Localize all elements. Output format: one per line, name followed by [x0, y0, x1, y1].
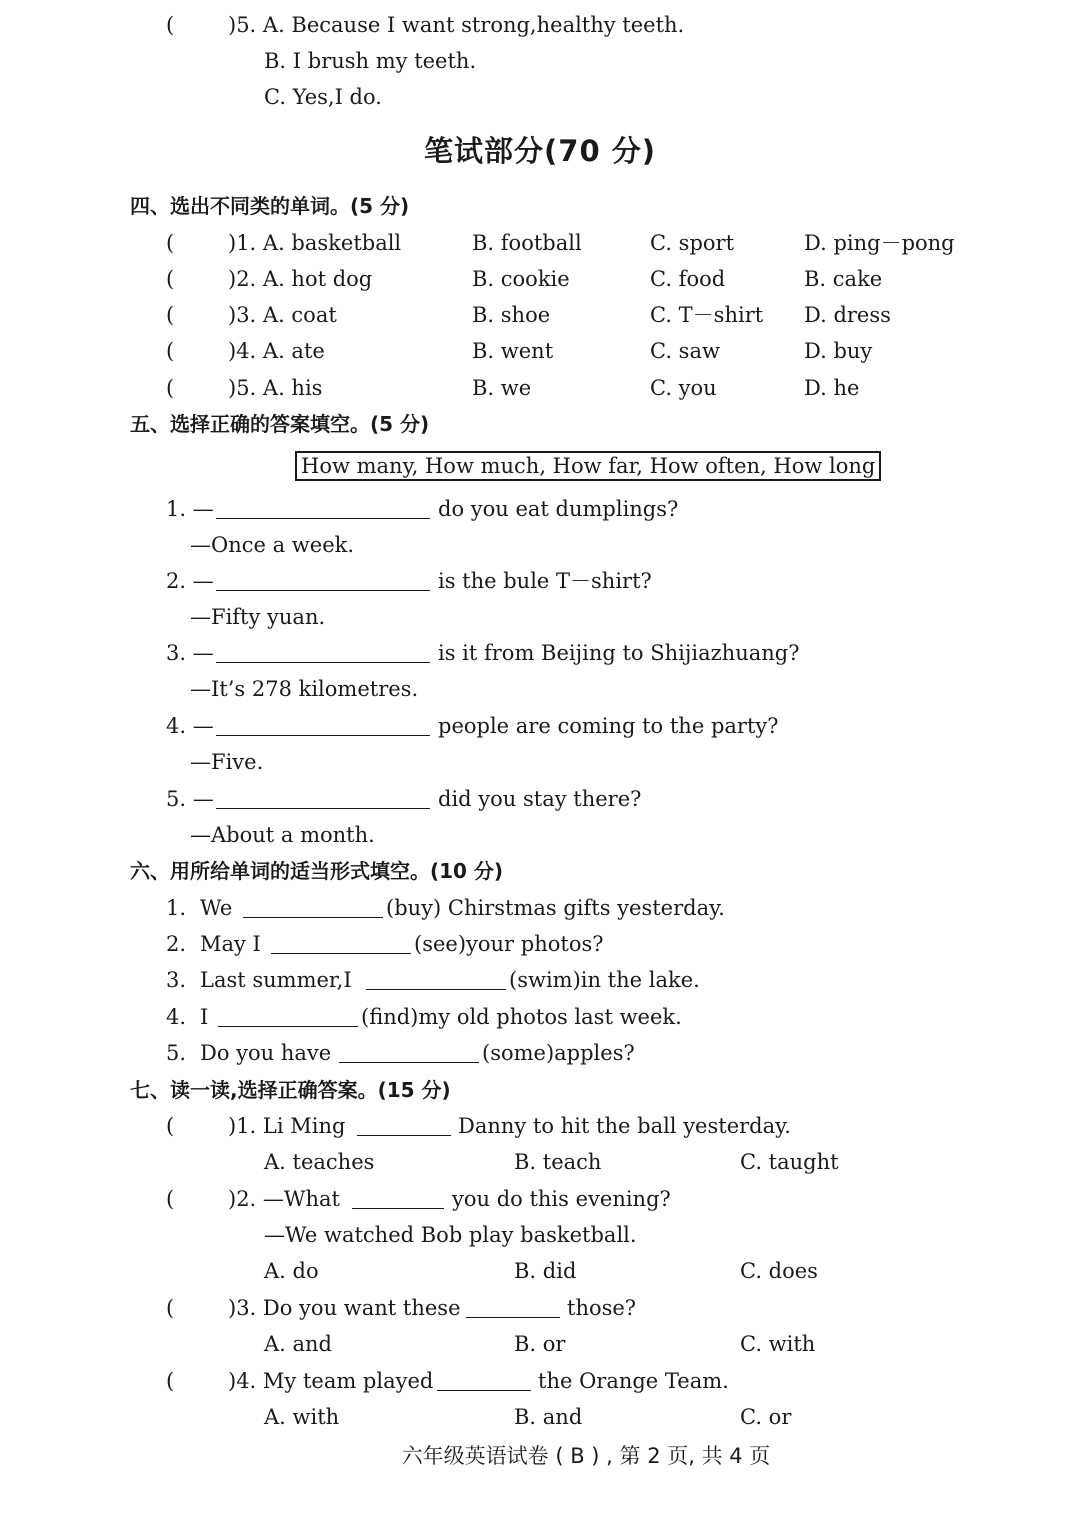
option-d: D. he — [804, 376, 860, 400]
sentence-start: We — [200, 896, 233, 920]
answer-blank[interactable] — [218, 1006, 358, 1027]
question-stem: )2. —What — [228, 1187, 340, 1211]
option-c: C. sport — [650, 231, 735, 255]
option-c: C. with — [740, 1332, 816, 1356]
dialogue-line: —We watched Bob play basketball. — [264, 1223, 637, 1247]
option-a: )5. A. his — [228, 376, 323, 400]
question-stem: )4. My team played — [228, 1369, 434, 1393]
option-b: B. shoe — [472, 303, 551, 327]
option-c: C. or — [740, 1405, 792, 1429]
option-a: )3. A. coat — [228, 303, 337, 327]
option-c: C. you — [650, 376, 717, 400]
answer-blank[interactable] — [216, 715, 430, 736]
sentence-end: (buy) Chirstmas gifts yesterday. — [386, 896, 725, 920]
answer-paren: ( — [166, 339, 175, 363]
answer-blank[interactable] — [271, 933, 411, 954]
item-number: 1. — [166, 896, 187, 920]
option-a: A. do — [264, 1259, 319, 1283]
option-a: )4. A. ate — [228, 339, 325, 363]
sentence-end: (find)my old photos last week. — [361, 1005, 682, 1029]
section-5-heading: 五、选择正确的答案填空。(5 分) — [130, 412, 430, 436]
answer-text: —Five. — [190, 750, 264, 774]
answer-blank[interactable] — [357, 1115, 451, 1136]
item-number: 2. — — [166, 569, 214, 593]
answer-text: —About a month. — [190, 823, 375, 847]
item-number: 2. — [166, 932, 187, 956]
page-footer: 六年级英语试卷 ( B ) , 第 2 页, 共 4 页 — [401, 1444, 771, 1468]
option-b: B. teach — [514, 1150, 602, 1174]
option-d: D. dress — [804, 303, 891, 327]
item-number: 1. — — [166, 497, 214, 521]
sentence-start: Last summer,I — [200, 968, 352, 992]
answer-paren: ( — [166, 1114, 175, 1138]
sentence-end: (some)apples? — [482, 1041, 635, 1065]
option-b: B. did — [514, 1259, 577, 1283]
answer-text: —It’s 278 kilometres. — [190, 677, 419, 701]
answer-blank[interactable] — [216, 788, 430, 809]
section-7-heading: 七、读一读,选择正确答案。(15 分) — [130, 1078, 451, 1102]
question-stem-end: those? — [567, 1296, 637, 1320]
question-text: is it from Beijing to Shijiazhuang? — [438, 641, 800, 665]
answer-paren: ( — [166, 303, 175, 327]
item-number: 5. — — [166, 787, 214, 811]
answer-paren: ( — [166, 1369, 175, 1393]
section-title: 笔试部分(70 分) — [424, 134, 656, 168]
option-c: C. saw — [650, 339, 720, 363]
answer-paren: ( — [166, 267, 175, 291]
question-text: did you stay there? — [438, 787, 642, 811]
question-stem-end: Danny to hit the ball yesterday. — [458, 1114, 791, 1138]
answer-blank[interactable] — [366, 969, 506, 990]
section-4-heading: 四、选出不同类的单词。(5 分) — [130, 194, 410, 218]
option-c: C. food — [650, 267, 726, 291]
option-b: B. went — [472, 339, 554, 363]
answer-blank[interactable] — [437, 1370, 531, 1391]
answer-paren: ( — [166, 13, 175, 37]
answer-text: —Fifty yuan. — [190, 605, 326, 629]
question-stem: )5. A. Because I want strong,healthy teeth. — [228, 13, 685, 37]
answer-paren: ( — [166, 231, 175, 255]
option-a: )1. A. basketball — [228, 231, 402, 255]
question-stem-end: you do this evening? — [452, 1187, 671, 1211]
option-a: A. and — [264, 1332, 333, 1356]
option-d: B. cake — [804, 267, 883, 291]
answer-blank[interactable] — [243, 897, 383, 918]
option-b: B. and — [514, 1405, 583, 1429]
answer-blank[interactable] — [216, 498, 430, 519]
question-stem-end: the Orange Team. — [538, 1369, 729, 1393]
item-number: 4. — [166, 1005, 187, 1029]
question-text: do you eat dumplings? — [438, 497, 679, 521]
option-b: B. or — [514, 1332, 566, 1356]
sentence-end: (swim)in the lake. — [509, 968, 700, 992]
option-c: C. T－shirt — [650, 303, 764, 327]
sentence-start: I — [200, 1005, 209, 1029]
item-number: 3. — — [166, 641, 214, 665]
option-b: B. football — [472, 231, 582, 255]
answer-text: —Once a week. — [190, 533, 355, 557]
answer-paren: ( — [166, 1296, 175, 1320]
answer-paren: ( — [166, 376, 175, 400]
section-6-heading: 六、用所给单词的适当形式填空。(10 分) — [130, 859, 504, 883]
option-b: B. cookie — [472, 267, 570, 291]
sentence-end: (see)your photos? — [414, 932, 604, 956]
item-number: 5. — [166, 1041, 187, 1065]
question-stem: )1. Li Ming — [228, 1114, 346, 1138]
answer-blank[interactable] — [466, 1297, 560, 1318]
answer-paren: ( — [166, 1187, 175, 1211]
option-b: B. I brush my teeth. — [264, 49, 477, 73]
option-c: C. Yes,I do. — [264, 85, 382, 109]
word-box: How many, How much, How far, How often, How long — [295, 451, 881, 481]
sentence-start: May I — [200, 932, 261, 956]
option-d: D. buy — [804, 339, 873, 363]
option-a: A. teaches — [264, 1150, 375, 1174]
answer-blank[interactable] — [352, 1188, 444, 1209]
answer-blank[interactable] — [216, 642, 430, 663]
option-a: A. with — [264, 1405, 340, 1429]
option-a: )2. A. hot dog — [228, 267, 373, 291]
answer-blank[interactable] — [216, 570, 430, 591]
item-number: 3. — [166, 968, 187, 992]
option-b: B. we — [472, 376, 532, 400]
question-text: is the bule T－shirt? — [438, 569, 652, 593]
answer-blank[interactable] — [339, 1042, 479, 1063]
question-text: people are coming to the party? — [438, 714, 779, 738]
item-number: 4. — — [166, 714, 214, 738]
sentence-start: Do you have — [200, 1041, 332, 1065]
option-c: C. taught — [740, 1150, 839, 1174]
question-stem: )3. Do you want these — [228, 1296, 461, 1320]
option-c: C. does — [740, 1259, 818, 1283]
option-d: D. ping－pong — [804, 231, 955, 255]
